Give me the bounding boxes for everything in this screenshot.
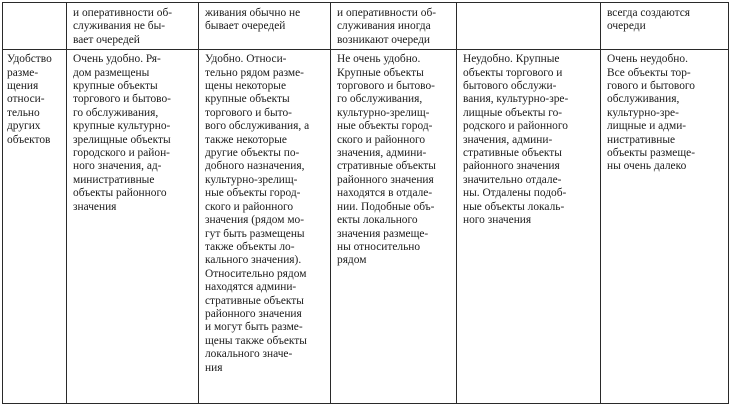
cell-text-line: бытового обслужи- <box>463 80 557 93</box>
cell-text-line: рядом <box>337 254 367 267</box>
cell-text-line: родского и районного <box>463 120 568 133</box>
cell-text-line: городского и район- <box>73 147 170 160</box>
cell-text-line: ны очень далеко <box>607 160 687 173</box>
cell-text-line: культурно-зрелищ- <box>337 106 430 119</box>
cell-text-line: ные объекты город- <box>337 120 433 133</box>
cell-text-line: также объекты ло- <box>205 240 295 253</box>
table-cell <box>67 3 199 50</box>
cell-text-line: гового и бытового <box>607 80 696 93</box>
table-cell <box>331 50 457 404</box>
cell-text-line: стративные объекты <box>337 160 436 173</box>
cell-text-line: Относительно рядом <box>205 267 307 280</box>
cell-text-line: зрелищные объекты <box>73 133 171 146</box>
cell-text-line: районного значения <box>205 307 302 320</box>
cell-text-line: бывает очередей <box>205 20 286 33</box>
cell-text-line: Очень неудобно. <box>607 53 688 66</box>
cell-text-line: министративные <box>73 173 155 186</box>
cell-text-line: го обслуживания, <box>337 93 423 106</box>
cell-text-line: локального значе- <box>205 348 293 361</box>
cell-text-line: Не очень удобно. <box>337 53 421 66</box>
cell-text-line: районного значения <box>337 173 434 186</box>
cell-text-line: вого обслуживания, а <box>205 120 310 133</box>
cell-text-line: обслуживания, <box>607 93 680 106</box>
table-cell <box>3 3 67 50</box>
cell-text-line: стративные объекты <box>463 147 562 160</box>
cell-text-line: щения <box>7 80 39 93</box>
cell-text-line: также некоторые <box>205 133 287 146</box>
cell-text-line: нии. Подобные объ- <box>337 200 435 213</box>
cell-text-line: объекты торгового и <box>463 66 563 79</box>
cell-text-line: тельно рядом разме- <box>205 66 304 79</box>
cell-text-line: тельно <box>7 106 40 119</box>
cell-text-line: Очень удобно. Ря- <box>73 53 161 66</box>
cell-text-line: дом размещены <box>73 66 150 79</box>
cell-text-line: возникают очереди <box>337 33 430 46</box>
cell-text-line: объекты размеще- <box>607 147 695 160</box>
table-cell <box>199 3 331 50</box>
cell-text-line: Крупные объекты <box>337 66 424 79</box>
cell-text-line: культурно-зре- <box>607 106 679 119</box>
cell-text-line: крупные культурно- <box>73 120 171 133</box>
table-cell <box>199 50 331 404</box>
cell-text-line: лищные и адми- <box>607 120 687 133</box>
table-row <box>3 3 729 50</box>
cell-text-line: ского и районного <box>337 133 426 146</box>
table-cell <box>67 50 199 404</box>
cell-text-line: го обслуживания, <box>73 106 159 119</box>
cell-text-line: лищные объекты го- <box>463 106 563 119</box>
cell-text-line: Все объекты тор- <box>607 66 691 79</box>
cell-text-line: торгового и быто- <box>205 106 292 119</box>
cell-text-line: значения <box>73 200 117 213</box>
cell-text-line: значения (рядом мо- <box>205 214 305 227</box>
cell-text-line: относи- <box>7 93 45 106</box>
cell-text-line: и оперативности об- <box>73 7 173 19</box>
cell-text-line: объектов <box>7 133 51 146</box>
cell-text-line: значения, админи- <box>463 133 553 146</box>
cell-text-line: добного назначения, <box>205 160 305 173</box>
cell-text-line: других <box>7 120 41 133</box>
table-cell <box>331 3 457 50</box>
table-cell <box>601 3 729 50</box>
cell-text-line: ные объекты локаль- <box>463 200 565 213</box>
table-cell <box>457 3 601 50</box>
cell-text-line: кального значения). <box>205 254 302 267</box>
cell-text-line: ного значения, ад- <box>73 160 162 173</box>
cell-text-line: и оперативности об- <box>337 7 437 19</box>
cell-text-line: щены также объекты <box>205 334 307 347</box>
cell-text-line: значительно отдале- <box>463 173 562 186</box>
comparison-table <box>2 2 729 404</box>
cell-text-line: щены некоторые <box>205 80 287 93</box>
cell-text-line: крупные объекты <box>73 80 158 93</box>
cell-text-line: живания обычно не <box>205 7 301 19</box>
cell-text-line: гут быть размещены <box>205 227 305 240</box>
cell-text-line: объекты районного <box>73 187 167 200</box>
cell-text-line: служивания не бы- <box>73 20 166 33</box>
cell-text-line: ны. Отдалены подоб- <box>463 187 567 200</box>
cell-text-line: другие объекты по- <box>205 147 300 160</box>
cell-text-line: находятся админи- <box>205 281 297 294</box>
cell-text-line: крупные объекты <box>205 93 290 106</box>
table-cell <box>457 50 601 404</box>
cell-text-line: вает очередей <box>73 33 140 46</box>
cell-text-line: Неудобно. Крупные <box>463 53 560 66</box>
cell-text-line: екты локального <box>337 214 418 227</box>
cell-text-line: нистративные <box>607 133 676 146</box>
cell-text-line: торгового и бытово- <box>337 80 435 93</box>
cell-text-line: ные объекты город- <box>205 187 301 200</box>
table-row <box>3 50 729 404</box>
cell-text-line: разме- <box>7 66 39 79</box>
cell-text-line: значения, админи- <box>337 147 427 160</box>
cell-text-line: ны относительно <box>337 240 421 253</box>
cell-text-line: значения размеще- <box>337 227 429 240</box>
cell-text-line: и могут быть разме- <box>205 321 303 334</box>
cell-text-line: торгового и бытово- <box>73 93 171 106</box>
cell-text-line: ского и районного <box>205 200 294 213</box>
cell-text-line: очереди <box>607 20 646 33</box>
cell-text-line: вания, культурно-зре- <box>463 93 569 106</box>
cell-text-line: районного значения <box>463 160 560 173</box>
cell-text-line: ния <box>205 361 223 374</box>
cell-text-line: ного значения <box>463 214 532 227</box>
table-cell <box>601 50 729 404</box>
row-header-cell <box>3 50 67 404</box>
cell-text-line: всегда создаются <box>607 7 691 19</box>
cell-text-line: служивания иногда <box>337 20 431 33</box>
cell-text-line: Удобно. Относи- <box>205 53 287 66</box>
cell-text-line: культурно-зрелищ- <box>205 173 298 186</box>
cell-text-line: Удобство <box>7 53 52 66</box>
cell-text-line: находятся в отдале- <box>337 187 433 200</box>
cell-text-line: стративные объекты <box>205 294 304 307</box>
